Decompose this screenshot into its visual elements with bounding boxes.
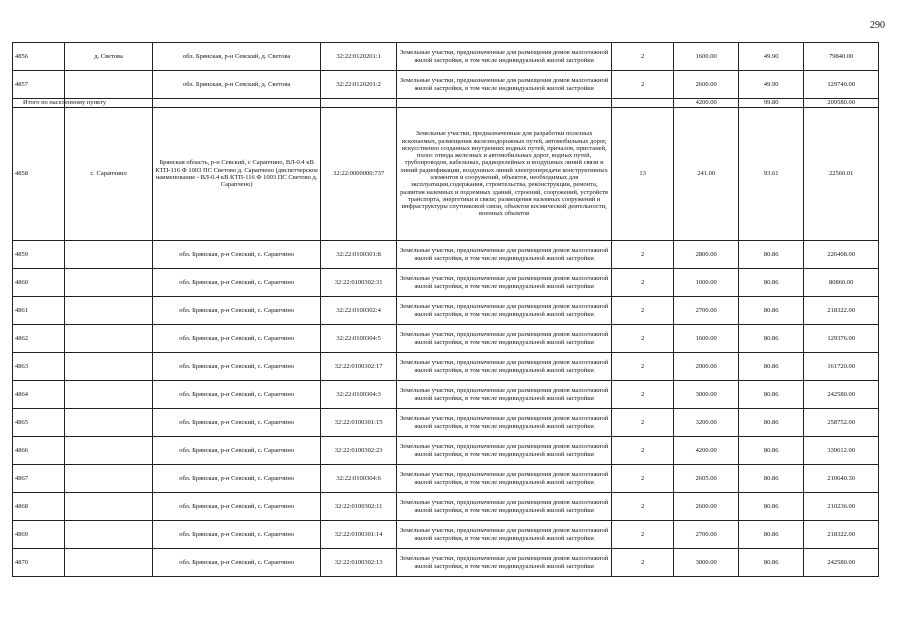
area-cell: 1600.00: [674, 325, 739, 353]
area-cell: 2700.00: [674, 521, 739, 549]
cadastral-number-cell: 32:22:0100302:4: [321, 297, 397, 325]
group-cell: 2: [612, 325, 674, 353]
rate-cell: 80.86: [739, 241, 804, 269]
land-category-cell: Земельные участки, предназначенные для размещения домов малоэтажной жилой застройки, в том числе индивидуальной жилой застройки: [397, 409, 612, 437]
empty-cell: [153, 99, 321, 108]
table-row: [13, 437, 879, 465]
row-number-cell: 4857: [13, 71, 65, 99]
area-cell: 2000.00: [674, 353, 739, 381]
area-cell: 4200.00: [674, 99, 739, 108]
rate-cell: 80.86: [739, 437, 804, 465]
group-cell: 2: [612, 269, 674, 297]
empty-cell: [612, 99, 674, 108]
locality-cell: [65, 269, 153, 297]
group-cell: 2: [612, 381, 674, 409]
cadastral-number-cell: 32:22:0100304:6: [321, 465, 397, 493]
locality-cell: [65, 493, 153, 521]
address-cell: обл. Брянская, р-н Севский, с. Сарапчино: [153, 493, 321, 521]
locality-cell: [65, 409, 153, 437]
total-cell: 129740.00: [804, 71, 879, 99]
table-row: [13, 409, 879, 437]
address-cell: обл. Брянская, р-н Севский, с. Сарапчино: [153, 381, 321, 409]
total-cell: 129376.00: [804, 325, 879, 353]
land-category-cell: Земельные участки, предназначенные для размещения домов малоэтажной жилой застройки, в том числе индивидуальной жилой застройки: [397, 465, 612, 493]
locality-cell: [65, 325, 153, 353]
locality-cell: [65, 437, 153, 465]
row-number-cell: 4865: [13, 409, 65, 437]
total-cell: 79840.00: [804, 43, 879, 71]
locality-cell: [65, 465, 153, 493]
group-cell: 2: [612, 465, 674, 493]
row-number-cell: 4869: [13, 521, 65, 549]
area-cell: 1600.00: [674, 43, 739, 71]
land-category-cell: Земельные участки, предназначенные для размещения домов малоэтажной жилой застройки, в том числе индивидуальной жилой застройки: [397, 297, 612, 325]
address-cell: обл. Брянская, р-н Севский, с. Сарапчино: [153, 549, 321, 577]
table-row: [13, 269, 879, 297]
group-cell: 2: [612, 437, 674, 465]
address-cell: обл. Брянская, р-н Севский, с. Сарапчино: [153, 521, 321, 549]
address-cell: обл. Брянская, р-н Севский, с. Сарапчино: [153, 465, 321, 493]
address-cell: обл. Брянская, р-н Севский, с. Сарапчино: [153, 297, 321, 325]
table-row: [13, 465, 879, 493]
row-number-cell: 4870: [13, 549, 65, 577]
row-number-cell: 4856: [13, 43, 65, 71]
row-number-cell: 4864: [13, 381, 65, 409]
group-cell: 2: [612, 43, 674, 71]
locality-cell: [65, 241, 153, 269]
cadastral-number-cell: 32:22:0100302:17: [321, 353, 397, 381]
total-cell: 218322.00: [804, 521, 879, 549]
locality-cell: д. Светова: [65, 43, 153, 71]
table-row: [13, 108, 879, 241]
area-cell: 2600.00: [674, 71, 739, 99]
area-cell: 3000.00: [674, 381, 739, 409]
land-category-cell: Земельные участки, предназначенные для размещения домов малоэтажной жилой застройки, в том числе индивидуальной жилой застройки: [397, 269, 612, 297]
address-cell: обл. Брянская, р-н Севский, д. Светова: [153, 43, 321, 71]
area-cell: 2700.00: [674, 297, 739, 325]
group-cell: 13: [612, 108, 674, 241]
area-cell: 2605.00: [674, 465, 739, 493]
table-row: [13, 325, 879, 353]
locality-cell: [65, 297, 153, 325]
group-cell: 2: [612, 549, 674, 577]
total-cell: 226408.00: [804, 241, 879, 269]
row-number-cell: 4858: [13, 108, 65, 241]
cadastral-number-cell: 32:22:0100302:13: [321, 549, 397, 577]
group-cell: 2: [612, 353, 674, 381]
row-number-cell: 4859: [13, 241, 65, 269]
land-category-cell: Земельные участки, предназначенные для размещения домов малоэтажной жилой застройки, в том числе индивидуальной жилой застройки: [397, 43, 612, 71]
total-cell: 209580.00: [804, 99, 879, 108]
land-register-table: [12, 42, 879, 577]
total-cell: 242580.00: [804, 381, 879, 409]
total-cell: 242580.00: [804, 549, 879, 577]
rate-cell: 49.90: [739, 71, 804, 99]
group-cell: 2: [612, 493, 674, 521]
locality-cell: [65, 521, 153, 549]
cadastral-number-cell: 32:22:0000000:737: [321, 108, 397, 241]
row-number-cell: 4860: [13, 269, 65, 297]
table-row: [13, 241, 879, 269]
group-cell: 2: [612, 241, 674, 269]
address-cell: обл. Брянская, р-н Севский, с. Сарапчино: [153, 241, 321, 269]
row-number-cell: 4866: [13, 437, 65, 465]
cadastral-number-cell: 32:22:0100302:23: [321, 437, 397, 465]
group-cell: 2: [612, 297, 674, 325]
page-number: 290: [870, 20, 885, 31]
address-cell: обл. Брянская, р-н Севский, с. Сарапчино: [153, 325, 321, 353]
locality-cell: [65, 549, 153, 577]
land-category-cell: Земельные участки, предназначенные для размещения домов малоэтажной жилой застройки, в том числе индивидуальной жилой застройки: [397, 381, 612, 409]
rate-cell: 80.86: [739, 297, 804, 325]
rate-cell: 80.86: [739, 409, 804, 437]
table-row: [13, 493, 879, 521]
total-cell: 339612.00: [804, 437, 879, 465]
land-category-cell: Земельные участки, предназначенные для разработки полезных ископаемых, размещения железнодорожных путей, автомобильных дорог, искусственно созданных внутренних водных путей, причалов, пристаней, полос отвода железных и автомобильных дорог, водных путей, трубопроводов, кабельных, радиорелейных и воздушных линий связи и линий радиофикации, воздушных линий электропередачи конструктивных элементов и сооружений, объектов, необходимых для эксплуатации,содержания, строительства, реконструкции, ремонта, развития наземных и подземных зданий, строений, сооружений, устройств транспорта, энергетики и связи; размещения наземных сооружений и инфраструктуры спутниковой связи, объектов космической деятельности, военных объектов: [397, 108, 612, 241]
total-cell: 161720.00: [804, 353, 879, 381]
row-number-cell: 4861: [13, 297, 65, 325]
address-cell: обл. Брянская, р-н Севский, д. Светова: [153, 71, 321, 99]
land-category-cell: Земельные участки, предназначенные для размещения домов малоэтажной жилой застройки, в том числе индивидуальной жилой застройки: [397, 241, 612, 269]
area-cell: 2800.00: [674, 241, 739, 269]
cadastral-number-cell: 32:22:0100302:11: [321, 493, 397, 521]
land-category-cell: Земельные участки, предназначенные для размещения домов малоэтажной жилой застройки, в том числе индивидуальной жилой застройки: [397, 493, 612, 521]
total-cell: 258752.00: [804, 409, 879, 437]
empty-cell: [321, 99, 397, 108]
address-cell: Брянская область, р-н Севский, с Сарапчино, ВЛ-0.4 кВ КТП-116 Ф 1003 ПС Светово д. Сарапчено (диспетчерское наименование - ВЛ-0.4 кВ КТП-116 Ф 1003 ПС Светово д. Сарапчено): [153, 108, 321, 241]
table-row: [13, 381, 879, 409]
subtotal-label: Итого по населенному пункту: [21, 99, 109, 108]
group-cell: 2: [612, 521, 674, 549]
table-row: [13, 549, 879, 577]
area-cell: 3000.00: [674, 549, 739, 577]
area-cell: 3200.00: [674, 409, 739, 437]
table-row: [13, 353, 879, 381]
land-category-cell: Земельные участки, предназначенные для размещения домов малоэтажной жилой застройки, в том числе индивидуальной жилой застройки: [397, 521, 612, 549]
rate-cell: 99.80: [739, 99, 804, 108]
rate-cell: 80.86: [739, 381, 804, 409]
rate-cell: 80.86: [739, 521, 804, 549]
cadastral-number-cell: 32:22:0100304:5: [321, 325, 397, 353]
table-row: [13, 71, 879, 99]
address-cell: обл. Брянская, р-н Севский, с. Сарапчино: [153, 269, 321, 297]
cadastral-number-cell: 32:22:0100301:8: [321, 241, 397, 269]
total-cell: 210236.00: [804, 493, 879, 521]
cadastral-number-cell: 32:22:0120201:2: [321, 71, 397, 99]
rate-cell: 80.86: [739, 353, 804, 381]
land-category-cell: Земельные участки, предназначенные для размещения домов малоэтажной жилой застройки, в том числе индивидуальной жилой застройки: [397, 71, 612, 99]
rate-cell: 80.86: [739, 269, 804, 297]
table-body: [13, 43, 879, 577]
area-cell: 2600.00: [674, 493, 739, 521]
area-cell: 1000.00: [674, 269, 739, 297]
cadastral-number-cell: 32:22:0100301:15: [321, 409, 397, 437]
land-category-cell: Земельные участки, предназначенные для размещения домов малоэтажной жилой застройки, в том числе индивидуальной жилой застройки: [397, 437, 612, 465]
rate-cell: 93.61: [739, 108, 804, 241]
cadastral-number-cell: 32:22:0120201:1: [321, 43, 397, 71]
rate-cell: 80.86: [739, 325, 804, 353]
land-category-cell: Земельные участки, предназначенные для размещения домов малоэтажной жилой застройки, в том числе индивидуальной жилой застройки: [397, 325, 612, 353]
cadastral-number-cell: 32:22:0100302:31: [321, 269, 397, 297]
locality-cell: с. Сарапчино: [65, 108, 153, 241]
total-cell: 218322.00: [804, 297, 879, 325]
row-number-cell: 4863: [13, 353, 65, 381]
group-cell: 2: [612, 71, 674, 99]
rate-cell: 80.86: [739, 549, 804, 577]
subtotal-row: [13, 99, 879, 108]
rate-cell: 49.90: [739, 43, 804, 71]
area-cell: 241.00: [674, 108, 739, 241]
address-cell: обл. Брянская, р-н Севский, с. Сарапчино: [153, 437, 321, 465]
row-number-cell: 4862: [13, 325, 65, 353]
total-cell: 210640.30: [804, 465, 879, 493]
rate-cell: 80.86: [739, 465, 804, 493]
land-category-cell: Земельные участки, предназначенные для размещения домов малоэтажной жилой застройки, в том числе индивидуальной жилой застройки: [397, 549, 612, 577]
row-number-cell: 4868: [13, 493, 65, 521]
row-number-cell: 4867: [13, 465, 65, 493]
address-cell: обл. Брянская, р-н Севский, с. Сарапчино: [153, 409, 321, 437]
total-cell: 22560.01: [804, 108, 879, 241]
total-cell: 80860.00: [804, 269, 879, 297]
locality-cell: [65, 381, 153, 409]
table-row: [13, 297, 879, 325]
area-cell: 4200.00: [674, 437, 739, 465]
locality-cell: [65, 353, 153, 381]
rate-cell: 80.86: [739, 493, 804, 521]
table-row: [13, 43, 879, 71]
empty-cell: [397, 99, 612, 108]
table-row: [13, 521, 879, 549]
cadastral-number-cell: 32:22:0100304:3: [321, 381, 397, 409]
locality-cell: [65, 71, 153, 99]
land-category-cell: Земельные участки, предназначенные для размещения домов малоэтажной жилой застройки, в том числе индивидуальной жилой застройки: [397, 353, 612, 381]
address-cell: обл. Брянская, р-н Севский, с. Сарапчино: [153, 353, 321, 381]
group-cell: 2: [612, 409, 674, 437]
cadastral-number-cell: 32:22:0100301:14: [321, 521, 397, 549]
